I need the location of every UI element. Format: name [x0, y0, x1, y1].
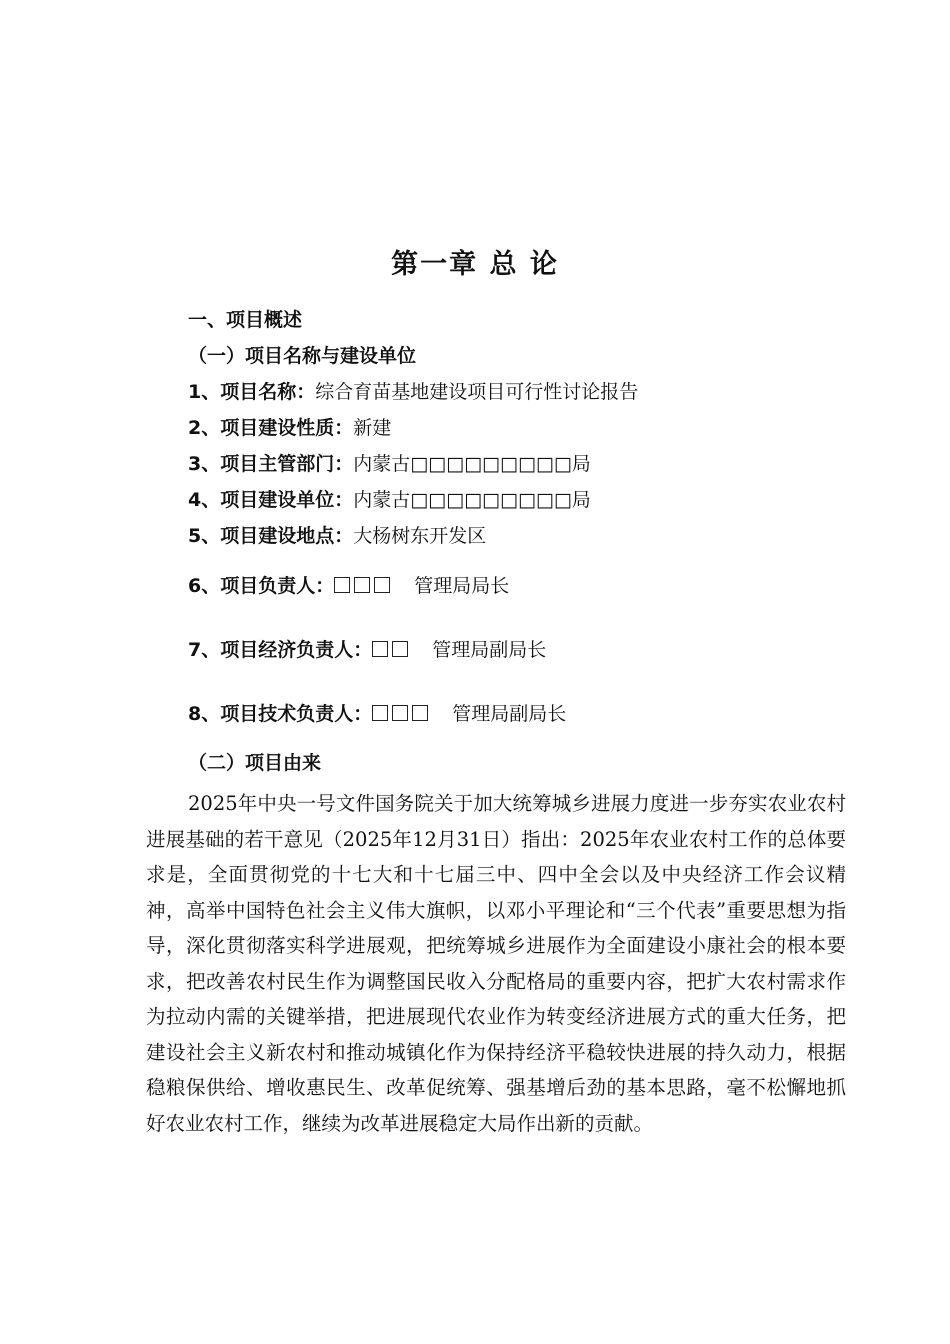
section-heading: 一、项目概述 [188, 309, 303, 331]
item-label: 2、项目建设性质： [188, 417, 354, 439]
item-value: 内蒙古□□□□□□□□□局 [353, 489, 591, 511]
item-label: 5、项目建设地点： [188, 525, 354, 547]
item-value: 管理局副局长 [432, 639, 547, 661]
paragraph-text: 2025年中央一号文件国务院关于加大统筹城乡进展力度进一步夯实农业农村进展基础的若干意见（2025年12月31日）指出：2025年农业农村工作的总体要求是，全面贯彻党的十七大和十七届三中、四中全会以及中央经济工作会议精神，高举中国特色社会主义伟大旗帜，以邓小平理论和“三个代表”重要思想为指导，深化贯彻落实科学进展观，把统筹城乡进展作为全面建设小康社会的根本要求，把改善农村民生作为调整国民收入分配格局的重要内容，把扩大农村需求作为拉动内需的关键举措，把进展现代农业作为转变经济进展方式的重大任务，把建设社会主义新农村和推动城镇化作为保持经济平稳较快进展的持久动力，根据稳粮保供给、增收惠民生、改革促统筹、强基增后劲的基本思路，毫不松懈地抓好农业农村工作，继续为改革进展稳定大局作出新的贡献。 [146, 792, 846, 1135]
item-value: 综合育苗基地建设项目可行性讨论报告 [315, 381, 639, 403]
item-project-leader [188, 574, 509, 598]
item-value: 大杨树东开发区 [353, 525, 487, 547]
item-label: 6、项目负责人： [188, 575, 335, 597]
subsection-heading: （一）项目名称与建设单位 [188, 345, 417, 367]
redacted-name [334, 574, 394, 598]
item-label: 8、项目技术负责人： [188, 703, 373, 725]
item-project-name [188, 380, 638, 404]
subsection-heading: （二）项目由来 [188, 752, 322, 774]
item-label: 3、项目主管部门： [188, 453, 354, 475]
chapter-title: 第一章 总 论 [391, 249, 559, 280]
item-supervising-dept [188, 452, 591, 476]
item-location [188, 524, 486, 548]
item-label: 1、项目名称： [188, 381, 316, 403]
item-project-nature [188, 416, 391, 440]
item-value: 新建 [353, 417, 392, 439]
item-label: 4、项目建设单位： [188, 489, 354, 511]
body-paragraph [146, 786, 846, 1141]
item-label: 7、项目经济负责人： [188, 639, 373, 661]
item-value: 管理局局长 [414, 575, 510, 597]
item-value: 管理局副局长 [452, 703, 567, 725]
item-economic-leader [188, 638, 546, 662]
item-value: 内蒙古□□□□□□□□□局 [353, 453, 591, 475]
redacted-name [372, 702, 432, 726]
item-technical-leader [188, 702, 566, 726]
redacted-name [372, 638, 412, 662]
item-construction-unit [188, 488, 591, 512]
